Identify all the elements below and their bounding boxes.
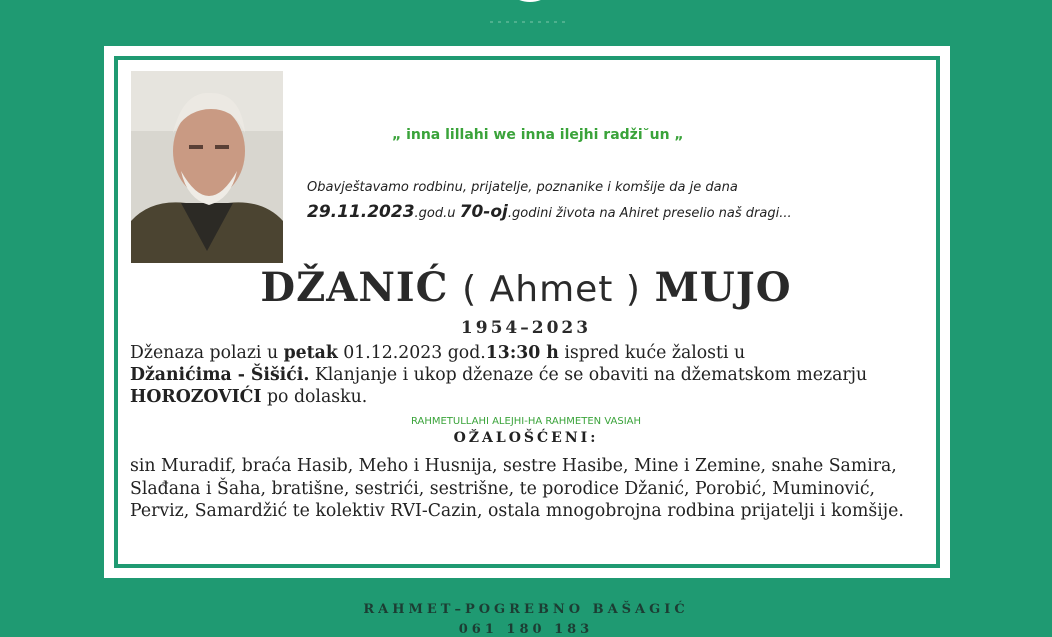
mourners-title: OŽALOŠĆENI: [453,430,599,446]
mourners-list: sin Muradif, braća Hasib, Meho i Husnija, sestre Hasibe, Mine i Zemine, snahe Samira, Slađana i Šaha, bratišne, sestrići, sestrišne, te porodice Džanić, Porobić, Muminović, Perviz, Samardžić te kolektiv RVI-Cazin, ostala mnogobrojna rodbina prijatelji i komšije. [130,456,904,521]
deceased-photo [131,71,283,263]
intro-text [307,176,867,226]
funeral-place: Džanićima - Šišići. [130,365,310,385]
deceased-name [0,264,1052,311]
life-years: 1954–2023 [460,318,592,338]
surname: DŽANIĆ [260,264,449,311]
intro-line-2: 29.11.2023.god.u 70-oj.godini života na Ahiret preselio naš dragi... [307,202,792,222]
rahmet-line: RAHMETULLAHI ALEJHI-HA RAHMETEN VASIAH [410,416,642,427]
religious-quote: „ inna lillahi we inna ilejhi radži˘un „ [392,127,684,143]
death-date: 29.11.2023 [307,202,415,222]
age: 70-oj [459,202,508,222]
footer-company: RAHMET–POGREBNO BAŠAGIĆ [363,602,689,617]
crescent-star-icon [470,0,590,30]
first-name: MUJO [654,264,792,311]
cemetery: HOROZOVIĆI [130,387,262,407]
footer-phone: 061 180 183 [458,622,594,637]
intro-line-1: Obavještavamo rodbinu, prijatelje, poznanike i komšije da je dana [307,180,738,195]
funeral-details: Dženaza polazi u petak 01.12.2023 god.13:30 h ispred kuće žalosti u Džanićima - Šišići. Klanjanje i ukop dženaze će se obaviti na džematskom mezarju HOROZOVIĆI po dolasku. [130,343,868,407]
father-name: ( Ahmet ) [462,269,641,310]
